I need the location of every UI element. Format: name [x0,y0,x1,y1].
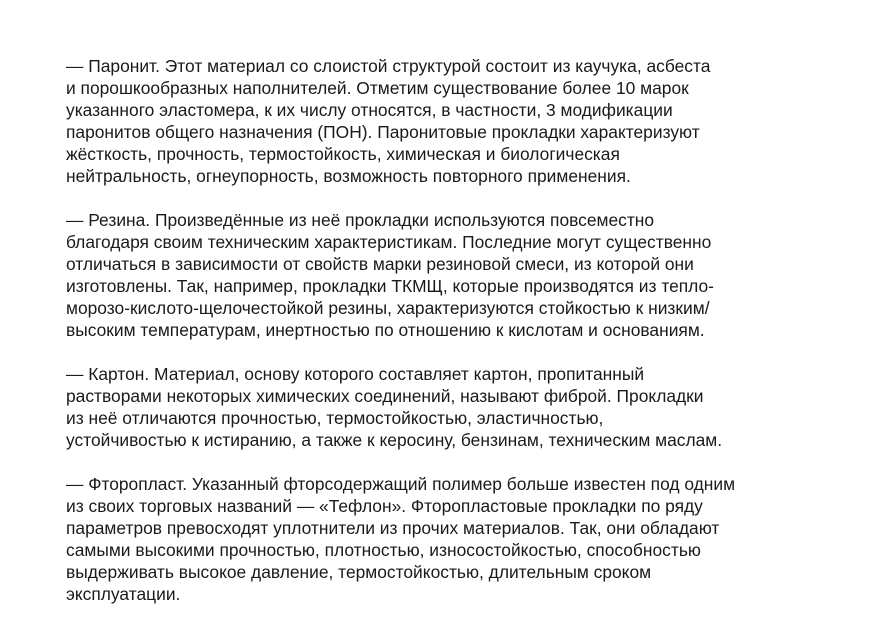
text-line: — Паронит. Этот материал со слоистой структурой состоит из каучука, асбеста [66,56,711,76]
paragraph-rezina [66,209,856,341]
text-line: нейтральность, огнеупорность, возможность повторного применения. [66,166,631,186]
paragraph-karton [66,363,856,451]
article-body [66,55,856,605]
text-line: — Картон. Материал, основу которого составляет картон, пропитанный [66,364,645,384]
text-line: параметров превосходят уплотнители из прочих материалов. Так, они обладают [66,518,720,538]
text-line: — Фторопласт. Указанный фторсодержащий полимер больше известен под одним [66,474,736,494]
text-line: указанного эластомера, к их числу относятся, в частности, 3 модификации [66,100,673,120]
text-line: из неё отличаются прочностью, термостойкостью, эластичностью, [66,408,604,428]
paragraph-ftoroplast [66,473,856,605]
text-line: устойчивостью к истиранию, а также к керосину, бензинам, техническим маслам. [66,430,723,450]
text-line: отличаться в зависимости от свойств марки резиновой смеси, из которой они [66,254,694,274]
paragraph-paronit [66,55,856,187]
text-line: жёсткость, прочность, термостойкость, химическая и биологическая [66,144,620,164]
text-line: — Резина. Произведённые из неё прокладки используются повсеместно [66,210,655,230]
text-line: самыми высокими прочностью, плотностью, износостойкостью, способностью [66,540,701,560]
text-line: растворами некоторых химических соединений, называют фиброй. Прокладки [66,386,704,406]
text-line: высоким температурам, инертностью по отношению к кислотам и основаниям. [66,320,705,340]
text-line: благодаря своим техническим характеристикам. Последние могут существенно [66,232,712,252]
text-line: морозо-кислото-щелочестойкой резины, характеризуются стойкостью к низким/ [66,298,710,318]
text-line: и порошкообразных наполнителей. Отметим существование более 10 марок [66,78,689,98]
text-line: выдерживать высокое давление, термостойкостью, длительным сроком [66,562,652,582]
text-line: изготовлены. Так, например, прокладки ТКМЩ, которые производятся из тепло- [66,276,714,296]
text-line: паронитов общего назначения (ПОН). Паронитовые прокладки характеризуют [66,122,700,142]
text-line: из своих торговых названий — «Тефлон». Фторопластовые прокладки по ряду [66,496,703,516]
text-line: эксплуатации. [66,584,181,604]
